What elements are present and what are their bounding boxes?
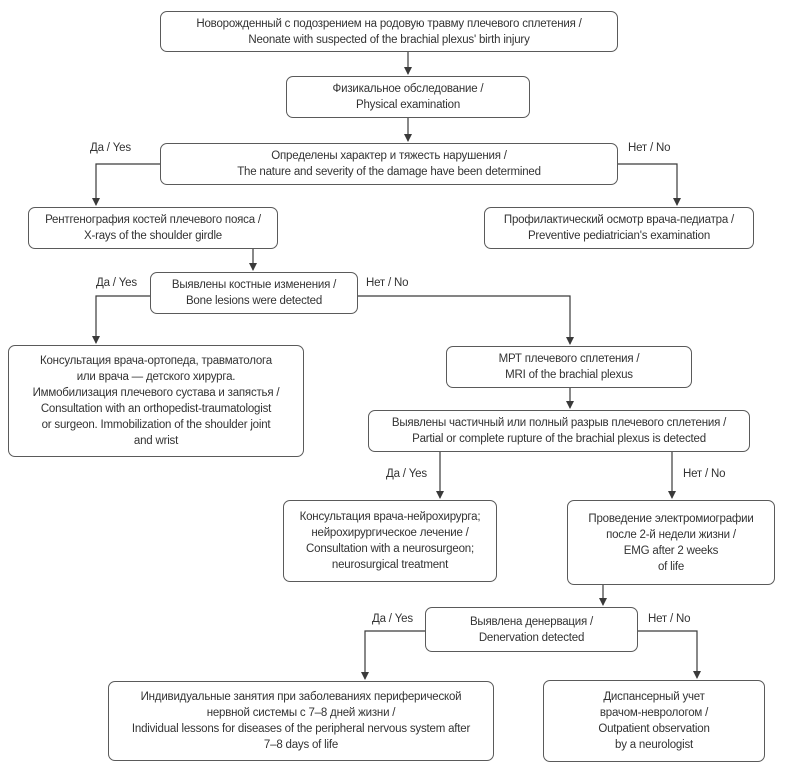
node-text-line: Диспансерный учет: [603, 691, 705, 703]
node-text-line: 7–8 days of life: [263, 739, 339, 751]
node-text-line: Иммобилизация плечевого сустава и запястья /: [32, 387, 280, 399]
node-damage-determined: [160, 143, 618, 185]
node-denervation: [425, 607, 638, 652]
node-xray: [28, 207, 278, 249]
node-text-line: Consultation with an orthopedist-traumatologist: [40, 403, 272, 415]
arrow-damage-yes-to-xray: [96, 164, 160, 205]
node-text-line: после 2-й недели жизни /: [606, 528, 736, 541]
node-neurosurgeon-consult: [283, 500, 497, 582]
node-text-line: Профилактический осмотр врача-педиатра /: [503, 214, 735, 226]
node-text-line: Individual lessons for diseases of the peripheral nervous system after: [131, 723, 471, 735]
node-text-line: Partial or complete rupture of the brachial plexus is detected: [412, 433, 706, 445]
node-outpatient-observation: [543, 680, 765, 762]
node-text-line: MRI of the brachial plexus: [505, 369, 633, 381]
edge-label-yes-denervation: Да / Yes: [372, 613, 413, 625]
node-individual-lessons: [108, 681, 494, 761]
node-text-line: The nature and severity of the damage have been determined: [237, 166, 541, 178]
node-text-line: of life: [657, 560, 685, 573]
edge-label-yes-damage: Да / Yes: [90, 142, 131, 154]
node-text-line: by a neurologist: [615, 739, 693, 751]
edge-label-no-rupture: Нет / No: [683, 468, 726, 480]
node-text-line: Preventive pediatrician's examination: [527, 230, 711, 242]
arrow-denervation-yes-to-lessons: [365, 631, 425, 679]
node-emg: [567, 500, 775, 585]
node-text-line: нейрохирургическое лечение /: [311, 527, 469, 539]
node-text-line: Physical examination: [355, 99, 461, 111]
node-text-line: врачом-неврологом /: [599, 707, 709, 719]
node-text-line: Outpatient observation: [598, 723, 710, 735]
node-text-line: Консультация врача-нейрохирурга;: [299, 511, 481, 523]
node-text-line: Denervation detected: [478, 631, 585, 644]
node-text-line: Выявлены костные изменения /: [171, 279, 337, 291]
node-text-line: МРТ плечевого сплетения /: [498, 353, 640, 365]
node-text-line: нервной системы с 7–8 дней жизни /: [206, 707, 396, 719]
node-text-line: neurosurgical treatment: [331, 559, 449, 571]
node-text-line: Bone lesions were detected: [185, 295, 323, 307]
node-text-line: Рентгенография костей плечевого пояса /: [45, 214, 261, 226]
node-text-line: EMG after 2 weeks: [623, 544, 719, 557]
edge-label-yes-rupture: Да / Yes: [386, 468, 427, 480]
node-text-line: Выявлена денервация /: [469, 615, 594, 628]
node-text-line: Консультация врача-ортопеда, травматолога: [39, 355, 272, 367]
node-bone-lesions: [150, 272, 358, 314]
node-pediatrician: [484, 207, 754, 249]
arrow-damage-no-to-pediatrician: [618, 164, 677, 205]
edge-label-no-damage: Нет / No: [628, 142, 671, 154]
node-orthopedist-consult: [8, 345, 304, 457]
edge-label-no-bone: Нет / No: [366, 277, 409, 289]
arrow-denervation-no-to-outpatient: [638, 631, 697, 678]
node-rupture: [368, 410, 750, 452]
node-text-line: Проведение электромиографии: [588, 512, 754, 525]
node-text-line: Индивидуальные занятия при заболеваниях периферической: [140, 691, 462, 703]
arrow-bone-no-to-mri: [358, 296, 570, 344]
edge-label-no-denervation: Нет / No: [648, 613, 691, 625]
node-text-line: Новорожденный с подозрением на родовую травму плечевого сплетения /: [196, 17, 582, 30]
node-text-line: Consultation with a neurosurgeon;: [306, 543, 474, 555]
node-text-line: Физикальное обследование /: [332, 83, 484, 95]
node-mri: [446, 346, 692, 388]
node-text-line: Определены характер и тяжесть нарушения /: [271, 150, 507, 162]
node-text-line: или врача — детского хирурга.: [76, 371, 236, 383]
node-physical-exam: [286, 76, 530, 118]
node-text-line: X-rays of the shoulder girdle: [83, 230, 223, 242]
node-text-line: Neonate with suspected of the brachial plexus' birth injury: [248, 33, 530, 46]
arrow-bone-yes-to-orthopedist: [96, 296, 150, 343]
edge-label-yes-bone: Да / Yes: [96, 277, 137, 289]
node-neonate: [160, 11, 618, 52]
node-text-line: or surgeon. Immobilization of the shoulder joint: [41, 419, 271, 431]
node-text-line: Выявлены частичный или полный разрыв плечевого сплетения /: [391, 417, 727, 429]
node-text-line: and wrist: [133, 435, 179, 447]
